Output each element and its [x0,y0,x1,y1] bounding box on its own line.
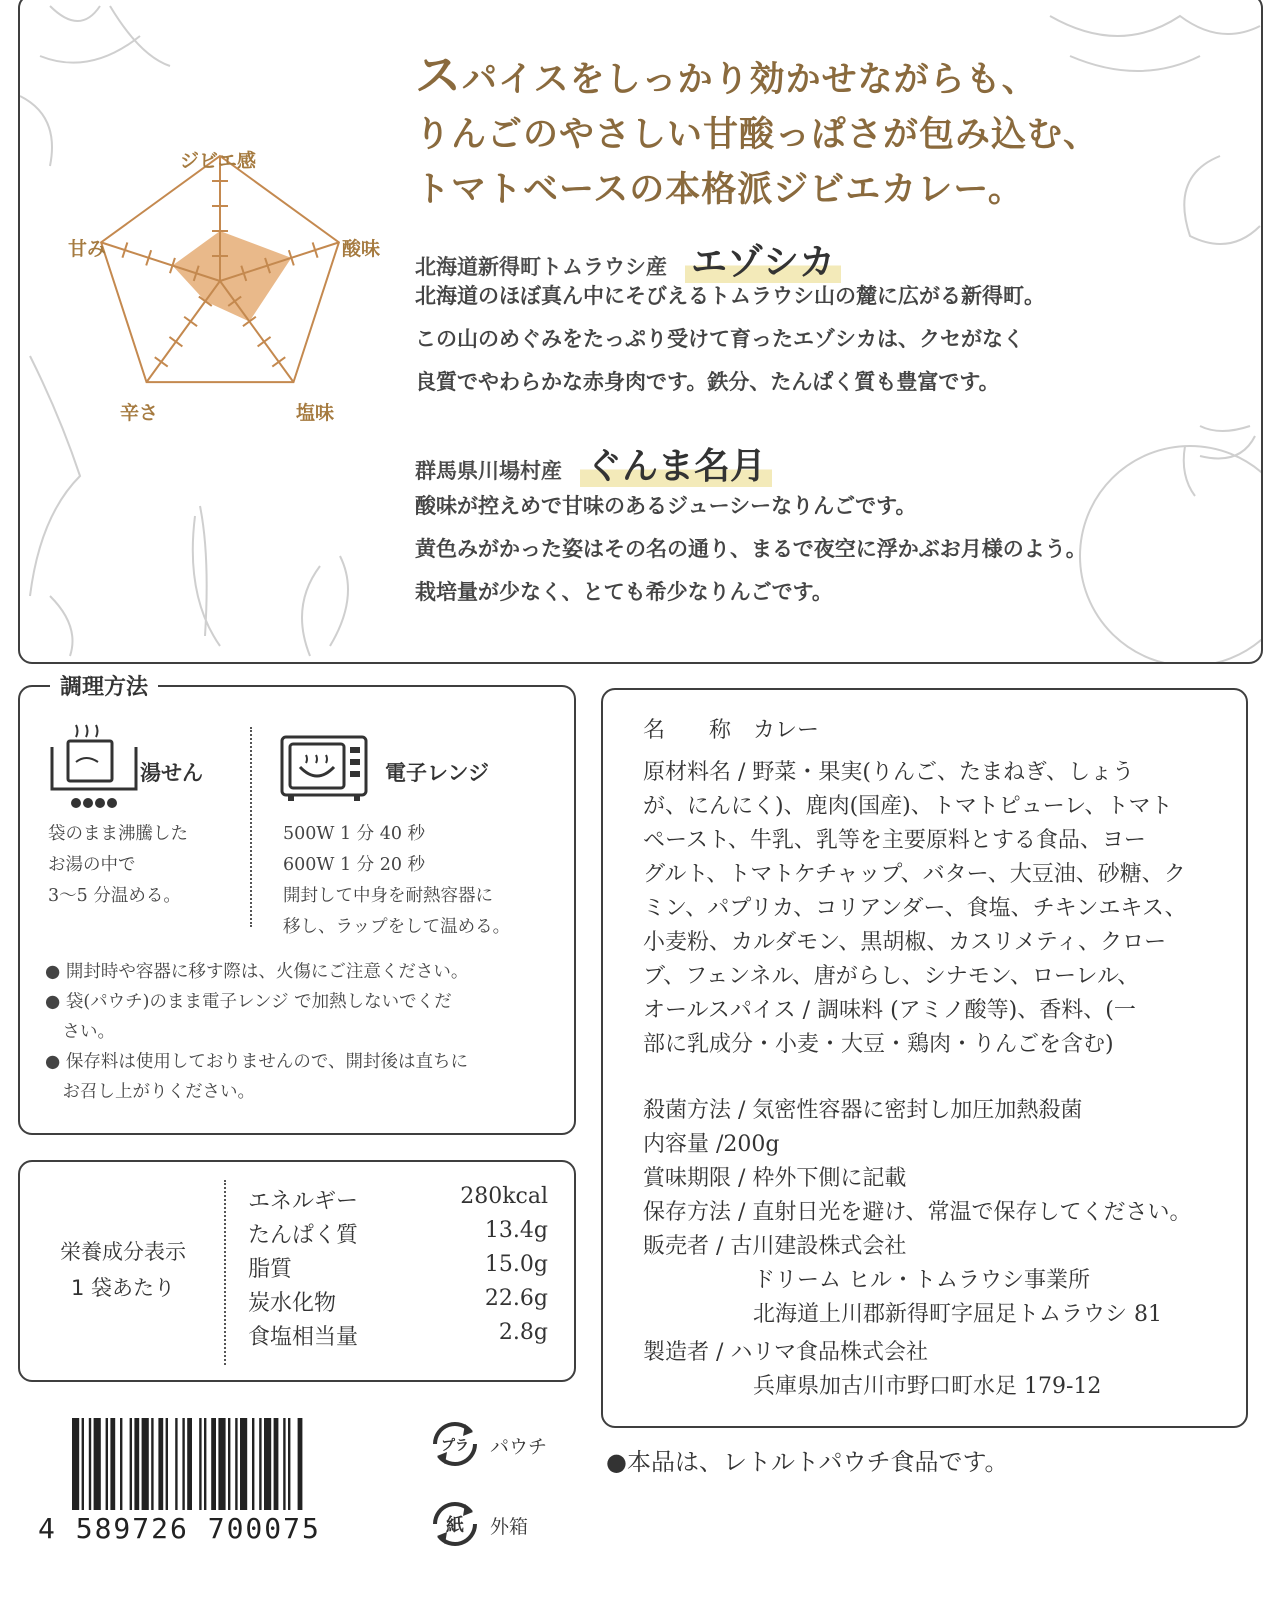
radar-label-gibier: ジビエ感 [180,150,257,172]
nutrient-name: 脂質 [248,1257,293,1282]
barcode-bar [298,1418,303,1510]
radar-label-sweet: 甘み [68,238,107,260]
storage-row: 保存方法 / 直射日光を避け、常温で保存してください。 [643,1200,1192,1225]
cooking-note: さい。 [45,1022,115,1042]
barcode-bar [274,1418,279,1510]
method-divider [250,727,252,927]
apple-description [415,484,1087,613]
headline-line-3: トマトベースの本格派ジビエカレー。 [415,169,1024,210]
venison-line: 北海道のほぼ真ん中にそびえるトムラウシ山の麓に広がる新得町。 [415,283,1045,308]
ingredients-line: ブ、フェンネル、唐がらし、シナモン、ローレル、 [643,964,1140,989]
radar-tick [272,357,285,366]
boil-line: 3～5 分温める。 [48,886,181,906]
venison-origin: 北海道新得町トムラウシ産 [415,254,667,279]
barcode-bar [142,1418,149,1510]
nutrition-row [248,1286,548,1320]
nutrition-heading: 栄養成分表示 [60,1240,186,1264]
venison-description [415,274,1045,403]
barcode-bar [106,1418,108,1510]
radar-label-salty: 塩味 [296,402,335,424]
microwave-line: 600W 1 分 20 秒 [283,855,426,875]
barcode-bar [166,1418,168,1510]
microwave-line: 500W 1 分 40 秒 [283,824,426,844]
barcode-bar [204,1418,206,1510]
boil-line: お湯の中で [48,855,136,875]
microwave-line: 開封して中身を耐熱容器に [283,886,493,906]
paper-mark-label: 外箱 [490,1516,529,1538]
cooking-notes [45,957,565,1107]
barcode-bar [182,1418,184,1510]
boil-line: 袋のまま沸騰した [48,824,188,844]
apple-line: 酸味が控えめで甘味のあるジューシーなりんごです。 [415,493,917,518]
plastic-recycle-icon [425,1414,485,1474]
barcode-bar [211,1418,216,1510]
barcode-bar [151,1418,153,1510]
barcode-bar [175,1418,177,1510]
barcode-bar [187,1418,192,1510]
seller-row: 販売者 / 古川建設株式会社 [643,1234,907,1259]
barcode-bar [283,1418,285,1510]
pot-icon [46,717,141,812]
radar-tick [184,317,197,326]
barcode-number: 4 589726 700075 [38,1512,321,1545]
ingredients-line: ミン、パプリカ、コリアンダー、食塩、チキンエキス、 [643,896,1187,921]
cooking-method-box [18,675,576,1135]
product-info-box [601,688,1248,1428]
barcode-bar [130,1418,132,1510]
apple-origin: 群馬県川場村産 [415,458,562,483]
radar-axis [147,281,220,382]
maker-row: 製造者 / ハリマ食品株式会社 [643,1340,928,1365]
nutrient-value: 22.6g [484,1286,548,1311]
nutrition-row [248,1320,548,1354]
headline [415,48,1099,217]
nutrition-row [248,1184,548,1218]
ingredients-line: 部に乳成分・小麦・大豆・鶏肉・りんごを含む) [643,1032,1114,1057]
nutrition-row [248,1218,548,1252]
venison-line: 良質でやわらかな赤身肉です。鉄分、たんぱく質も豊富です。 [415,369,1000,394]
barcode-bar [94,1418,101,1510]
apple-line: 栽培量が少なく、とても希少なりんごです。 [415,579,833,604]
maker-address: 兵庫県加古川市野口町水足 179-12 [753,1374,1102,1399]
nutrient-value: 2.8g [498,1320,548,1345]
barcode-bar [72,1418,79,1510]
retort-note: ●本品は、レトルトパウチ食品です。 [606,1448,1009,1476]
barcode-bar [199,1418,201,1510]
barcode-bar [82,1418,84,1510]
nutrition-title [38,1234,208,1306]
radar-tick [155,357,168,366]
product-name-row: 名 称 カレー [643,718,820,743]
barcode-bar [110,1418,115,1510]
paper-recycle-icon [425,1494,485,1554]
cooking-note: ● 保存料は使用しておりませんので、開封後は直ちに [45,1052,468,1072]
cooking-note: ● 袋(パウチ)のまま電子レンジ で加熱しないでくだ [45,992,452,1012]
radar-tick [169,337,182,346]
ingredients-line: 小麦粉、カルダモン、黒胡椒、カスリメティ、クロー [643,930,1167,955]
product-description-panel [18,0,1263,664]
apple-line: 黄色みがかった姿はその名の通り、まるで夜空に浮かぶお月様のよう。 [415,536,1087,561]
nutrient-value: 13.4g [484,1218,548,1243]
nutrient-name: 食塩相当量 [248,1325,359,1350]
venison-line: この山のめぐみをたっぷり受けて育ったエゾシカは、クセがなく [415,326,1024,351]
microwave-icon [280,735,370,803]
headline-first-char: ス [415,48,462,102]
nutrition-row [248,1252,548,1286]
ingredients-line: が、にんにく)、鹿肉(国産)、トマトピューレ、トマト [643,794,1173,819]
nutrition-box [18,1160,576,1382]
ingredients-line: グルト、トマトケチャップ、バター、大豆油、砂糖、ク [643,862,1186,887]
ingredients [643,756,1187,1062]
seller-address: 北海道上川郡新得町字屈足トムラウシ 81 [753,1302,1162,1327]
nutrient-value: 15.0g [484,1252,548,1277]
barcode-bar [228,1418,230,1510]
microwave-method-name: 電子レンジ [385,761,489,785]
barcode-bar [259,1418,261,1510]
plastic-mark-label: パウチ [490,1436,548,1458]
barcode-bar [252,1418,254,1510]
plastic-mark: プラ [441,1438,469,1454]
barcode-bar [240,1418,247,1510]
apple-heading [415,438,772,489]
nutrient-value: 280kcal [460,1184,548,1209]
taste-radar-chart [60,141,380,421]
nutrient-name: たんぱく質 [248,1223,359,1248]
radar-label-sour: 酸味 [342,238,381,260]
barcode-bar [218,1418,225,1510]
boil-method-name: 湯せん [140,761,203,785]
microwave-line: 移し、ラップをして温める。 [283,917,511,937]
barcode-bar [288,1418,290,1510]
barcode-bar [120,1418,122,1510]
radar-axes [101,156,339,382]
barcode-bar [134,1418,139,1510]
cooking-note: ● 開封時や容器に移す際は、火傷にご注意ください。 [45,962,469,982]
barcode-bar [235,1418,237,1510]
cooking-title: 調理方法 [50,670,158,701]
boil-instructions [48,819,188,912]
volume-row: 内容量 /200g [643,1132,780,1157]
nutrient-name: 炭水化物 [248,1291,337,1316]
cooking-note: お召し上がりください。 [45,1082,255,1102]
apple-name: ぐんま名月 [580,445,772,487]
paper-mark: 紙 [446,1515,464,1536]
barcode-bar [158,1418,163,1510]
headline-line-1: パイスをしっかり効かせながらも、 [462,59,1038,100]
ingredients-line: ペースト、牛乳、乳等を主要原料とする食品、ヨー [643,828,1146,853]
sterilization-row: 殺菌方法 / 気密性容器に密封し加圧加熱殺菌 [643,1098,1083,1123]
radar-tick [258,337,271,346]
venison-name: エゾシカ [685,241,841,283]
microwave-instructions [283,819,510,943]
headline-line-2: りんごのやさしい甘酸っぱさが包み込む、 [415,114,1100,155]
nutrient-name: エネルギー [248,1189,359,1214]
seller-office: ドリーム ヒル・トムラウシ事業所 [753,1268,1090,1293]
expiry-row: 賞味期限 / 枠外下側に記載 [643,1166,907,1191]
radar-label-spicy: 辛さ [120,402,159,424]
barcode-bar [89,1418,91,1510]
ingredients-line: 原材料名 / 野菜・果実(りんご、たまねぎ、しょう [643,760,1135,785]
nutrition-divider [224,1180,226,1365]
ingredients-line: オールスパイス / 調味料 (アミノ酸等)、香料、(一 [643,998,1136,1023]
nutrition-per-serving: 1 袋あたり [70,1276,176,1300]
barcode-bar [264,1418,271,1510]
barcode [72,1418,362,1518]
